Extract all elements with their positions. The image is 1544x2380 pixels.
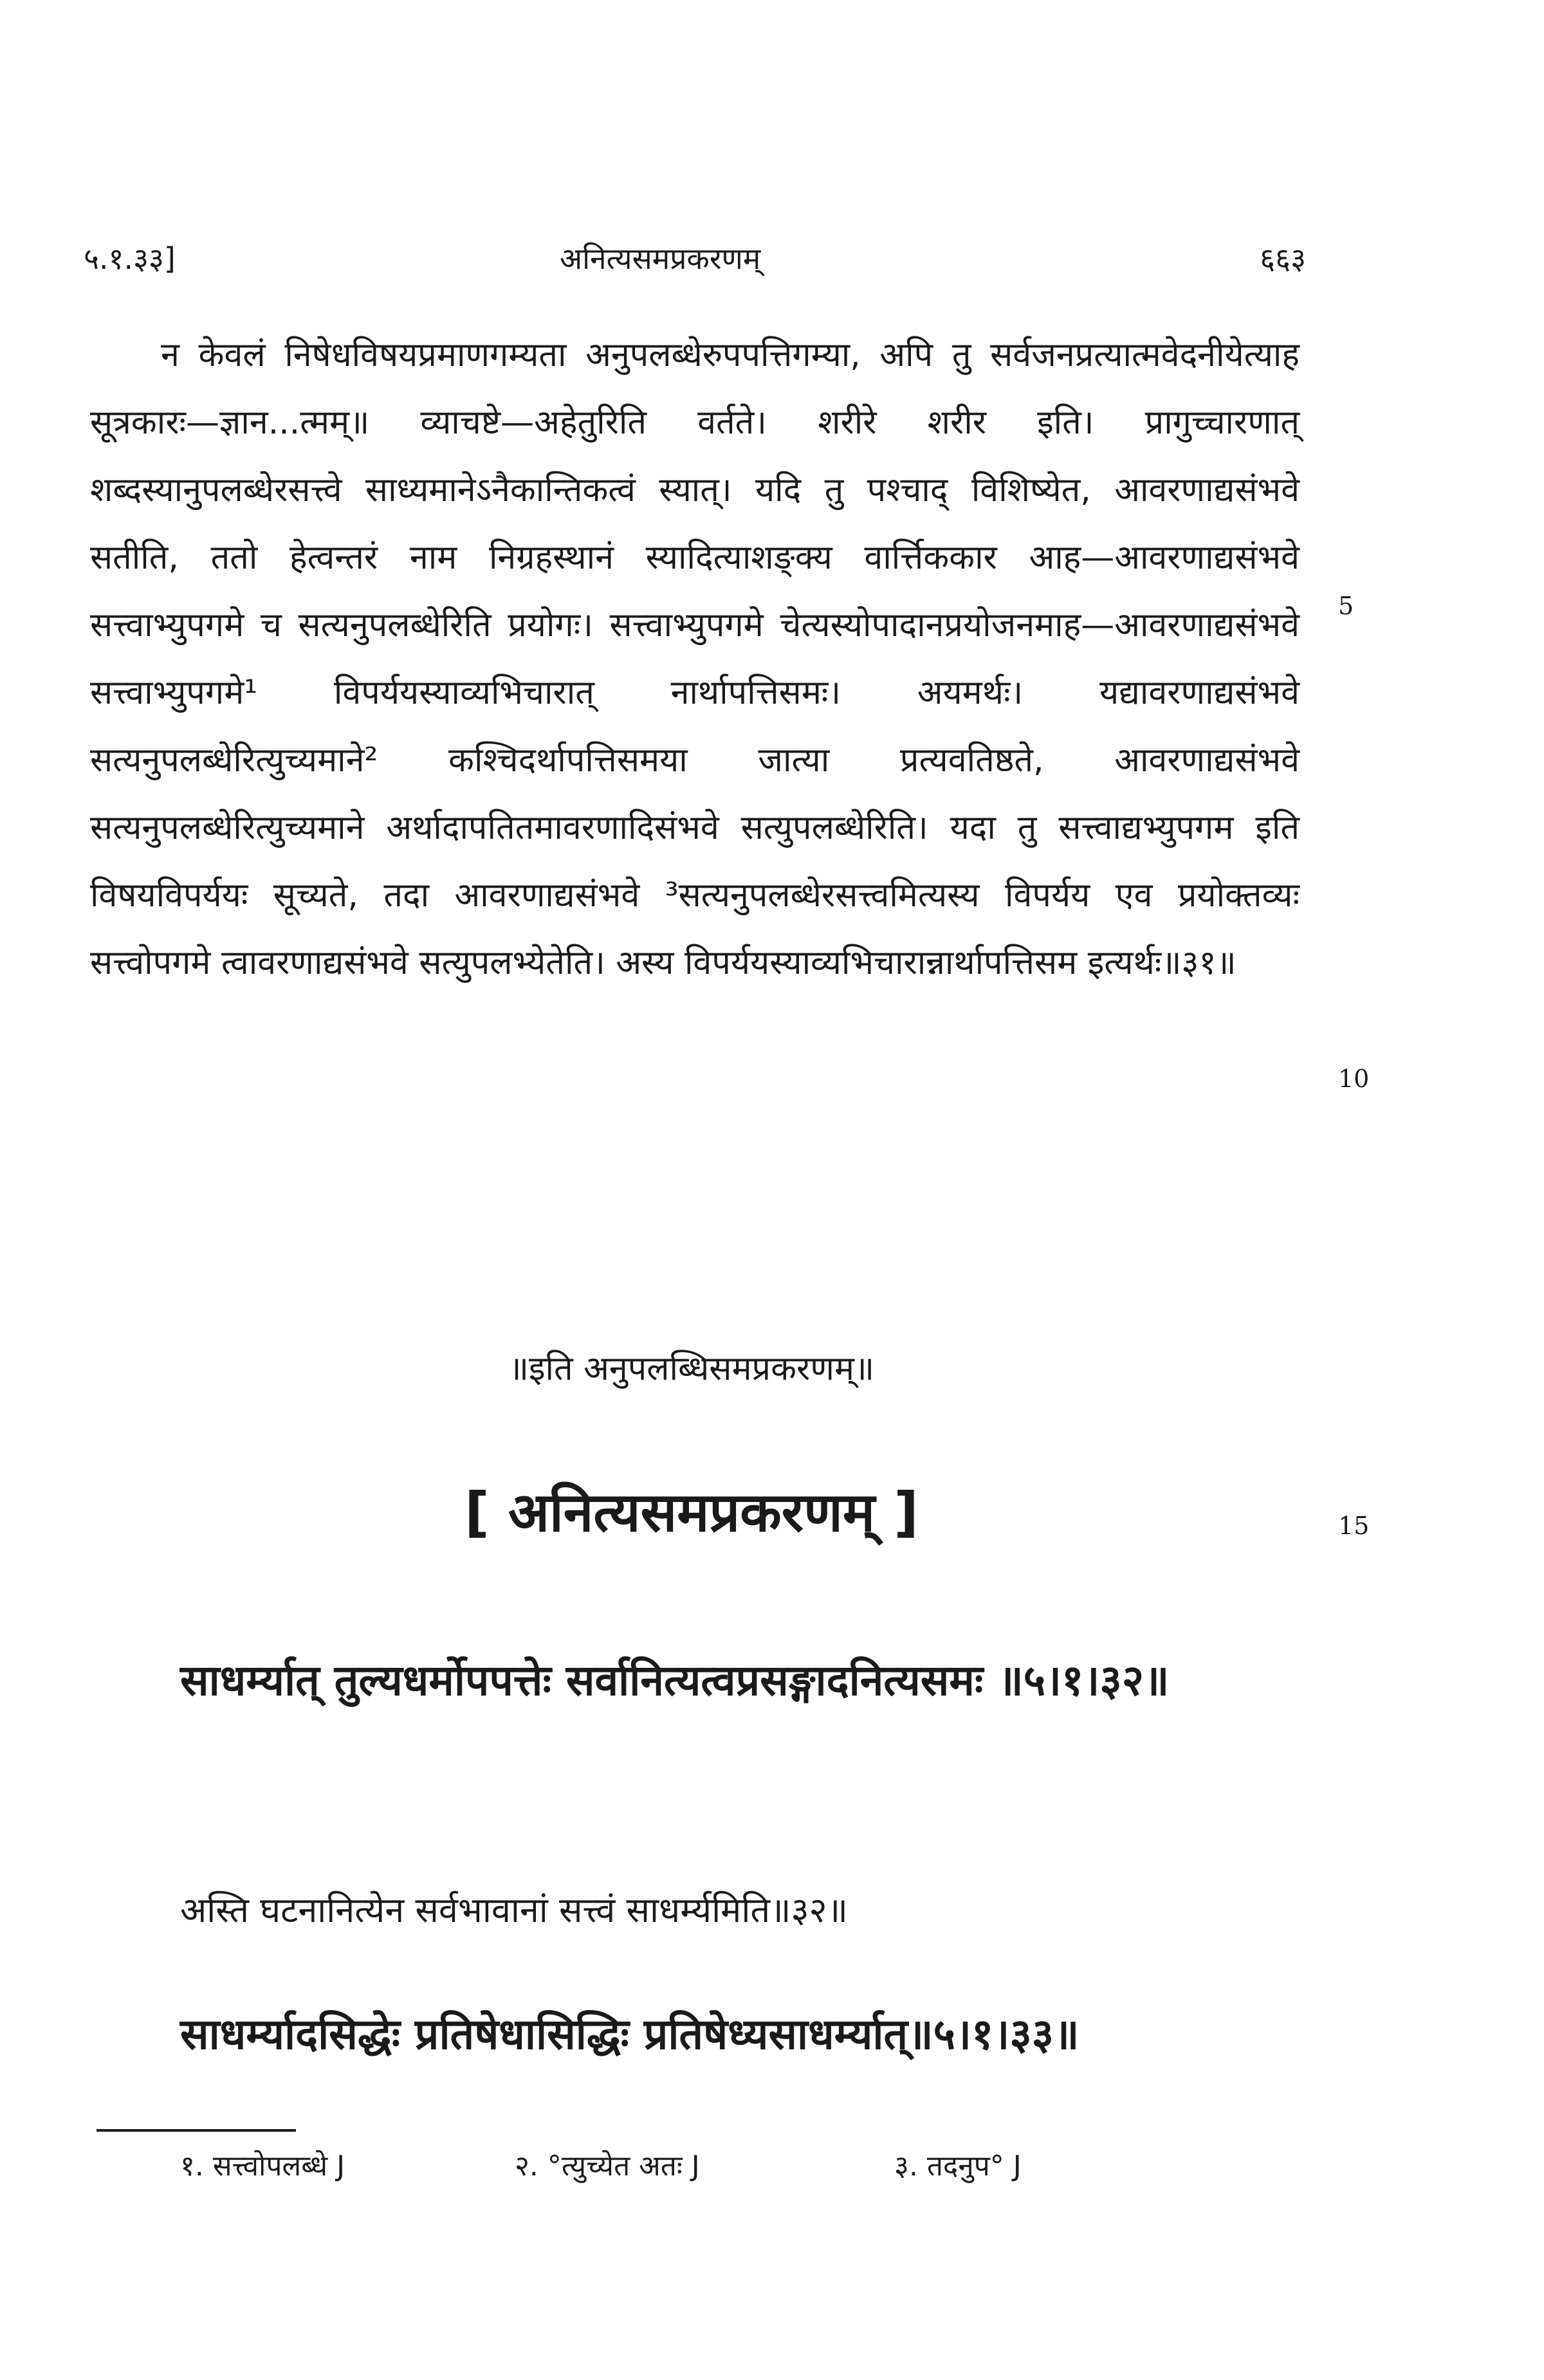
header-chapter-title: अनित्यसमप्रकरणम् xyxy=(560,241,761,276)
section-colophon: ॥इति अनुपलब्धिसमप्रकरणम्॥ xyxy=(508,1350,875,1388)
sutra-33: साधर्म्यादसिद्धेः प्रतिषेधासिद्धिः प्रतिषेध्यसाधर्म्यात्॥५।१।३३॥ xyxy=(180,2009,1080,2059)
commentary-body xyxy=(90,322,1300,997)
running-header xyxy=(84,238,1306,283)
line-number-5: 5 xyxy=(1338,592,1354,620)
footnote-2: २. °त्युच्येत अतः J xyxy=(515,2150,700,2183)
footnote-3: ३. तदनुप° J xyxy=(894,2150,1022,2183)
line-number-15: 15 xyxy=(1338,1512,1370,1540)
footnote-1: १. सत्त्वोपलब्धे J xyxy=(180,2150,345,2183)
sutra-32: साधर्म्यात् तुल्यधर्मोपपत्तेः सर्वानित्यत्वप्रसङ्गादनित्यसमः ॥५।१।३२॥ xyxy=(180,1656,1170,1705)
section-title: [ अनित्यसमप्रकरणम् ] xyxy=(464,1481,919,1544)
header-verse-ref: ५.१.३३] xyxy=(84,241,176,276)
line-number-10: 10 xyxy=(1338,1065,1370,1093)
commentary-32: अस्ति घटनानित्येन सर्वभावानां सत्त्वं साधर्म्यमिति॥३२॥ xyxy=(180,1890,848,1930)
commentary-paragraph: न केवलं निषेधविषयप्रमाणगम्यता अनुपलब्धेरुपपत्तिगम्या, अपि तु सर्वजनप्रत्यात्मवेदनीयेत्याह सूत्रकारः—ज्ञान...त्मम्॥ व्याचष्टे—अहेतुरिति वर्तते। शरीरे शरीर इति। प्रागुच्चारणात् शब्दस्यानुपलब्धेरसत्त्वे साध्यमानेऽनैकान्तिकत्वं स्यात्। यदि तु पश्चाद् विशिष्येत, आवरणाद्यसंभवे सतीति, ततो हेत्वन्तरं नाम निग्रहस्थानं स्यादित्याशङ्क्य वार्त्तिककार आह—आवरणाद्यसंभवे सत्त्वाभ्युपगमे च सत्यनुपलब्धेरिति प्रयोगः। सत्त्वाभ्युपगमे चेत्यस्योपादानप्रयोजनमाह—आवरणाद्यसंभवे सत्त्वाभ्युपगमे¹ विपर्ययस्याव्यभिचारात् नार्थापत्तिसमः। अयमर्थः। यद्यावरणाद्यसंभवे सत्यनुपलब्धेरित्युच्यमाने² कश्चिदर्थापत्तिसमया जात्या प्रत्यवतिष्ठते, आवरणाद्यसंभवे सत्यनुपलब्धेरित्युच्यमाने अर्थादापतितमावरणादिसंभवे सत्युपलब्धेरिति। यदा तु सत्त्वाद्यभ्युपगम इति विषयविपर्ययः सूच्यते, तदा आवरणाद्यसंभवे ³सत्यनुपलब्धेरसत्त्वमित्यस्य विपर्यय एव प्रयोक्तव्यः सत्त्वोपगमे त्वावरणाद्यसंभवे सत्युपलभ्येतेति। अस्य विपर्ययस्याव्यभिचारान्नार्थापत्तिसम इत्यर्थः॥३१॥ xyxy=(90,336,1300,982)
header-page-number: ६६३ xyxy=(1260,241,1306,276)
footnote-divider xyxy=(96,2129,296,2132)
